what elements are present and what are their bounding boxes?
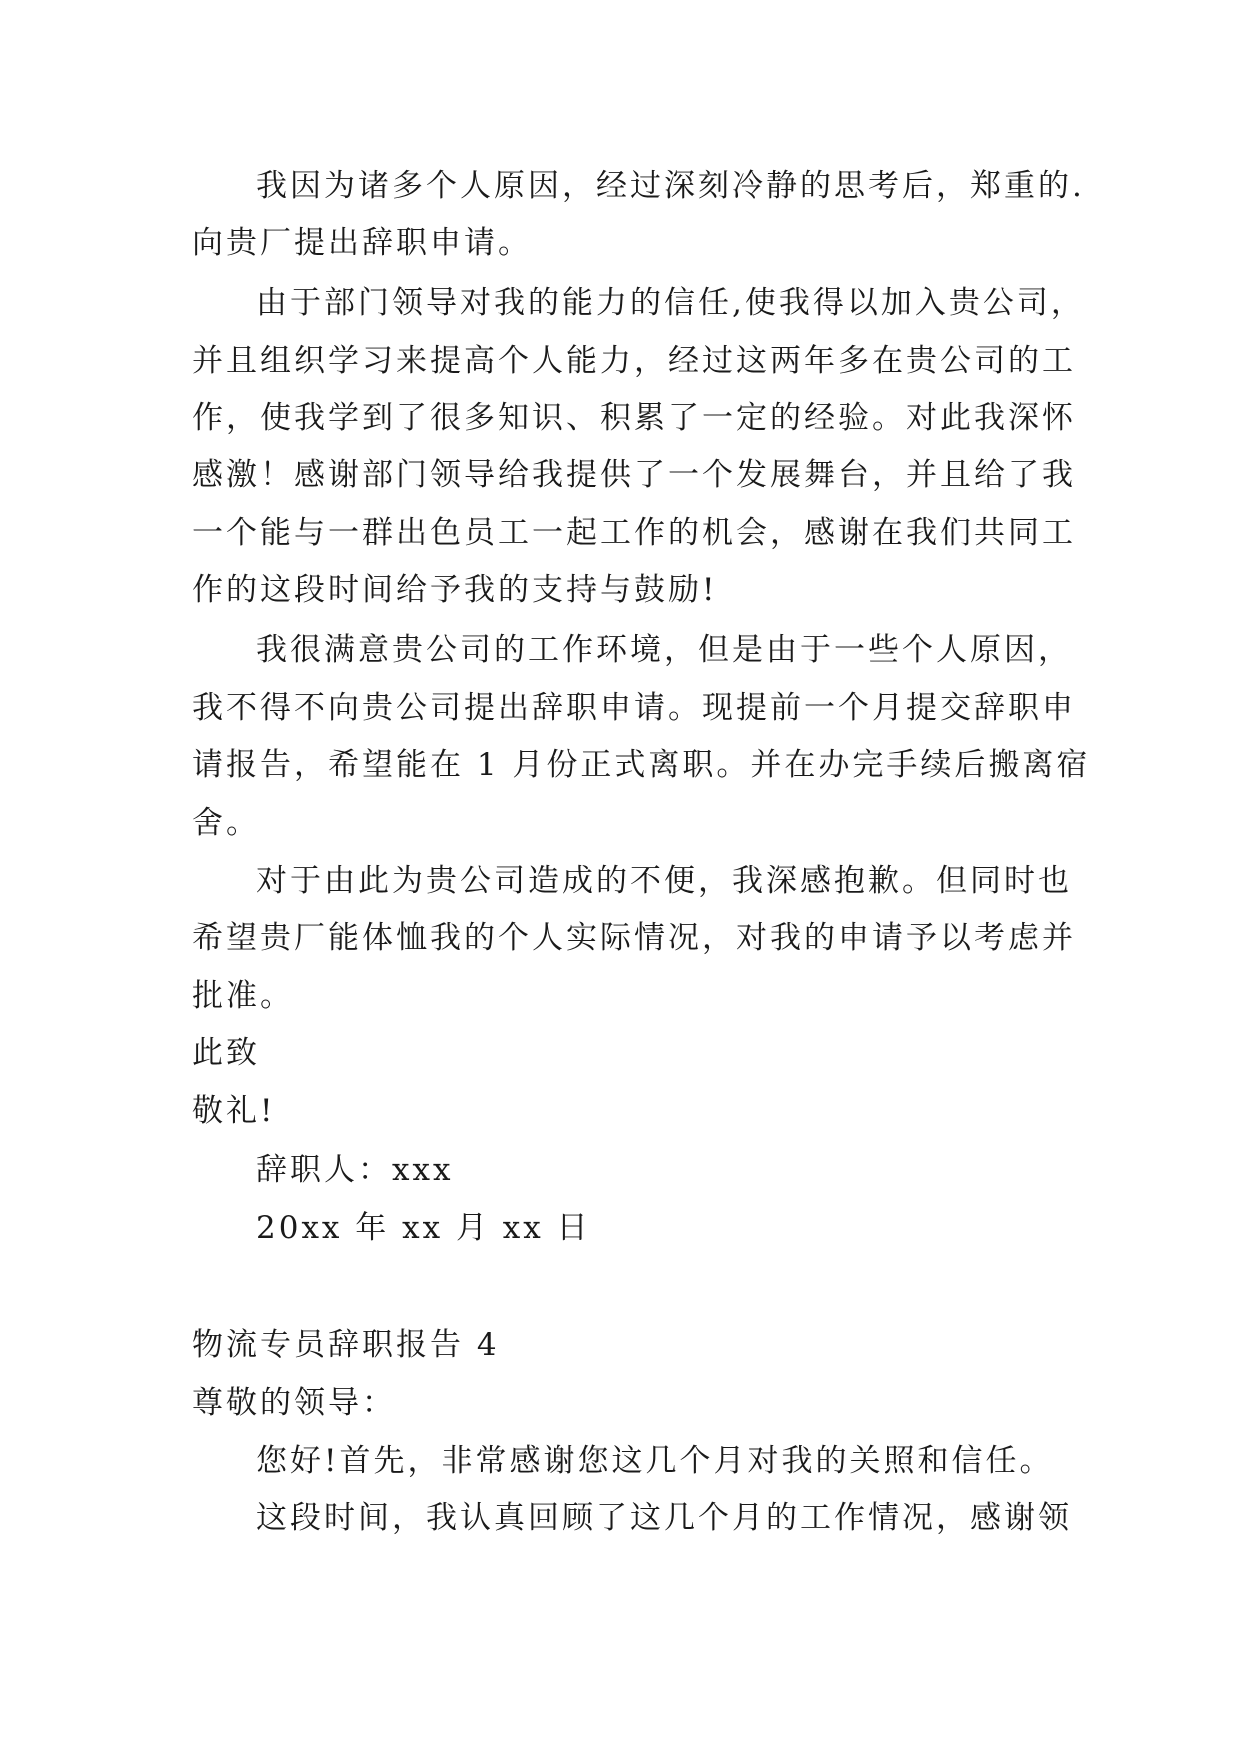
- paragraph-5-line-1: 您好!首先，非常感谢您这几个月对我的关照和信任。: [256, 1443, 1054, 1479]
- paragraph-2-line-6: 作的这段时间给予我的支持与鼓励!: [192, 572, 718, 608]
- paragraph-2-line-5: 一个能与一群出色员工一起工作的机会，感谢在我们共同工: [192, 515, 1076, 551]
- paragraph-2-line-3: 作，使我学到了很多知识、积累了一定的经验。对此我深怀: [192, 400, 1076, 436]
- paragraph-4-line-2: 希望贵厂能体恤我的个人实际情况，对我的申请予以考虑并: [192, 920, 1076, 956]
- closing-cizhi: 此致: [192, 1035, 260, 1071]
- paragraph-1-line-1: 我因为诸多个人原因，经过深刻冷静的思考后，郑重的.: [256, 168, 1085, 204]
- paragraph-1-line-2: 向贵厂提出辞职申请。: [192, 225, 532, 261]
- section-title: 物流专员辞职报告 4: [192, 1327, 500, 1363]
- signature-date: 20xx 年 xx 月 xx 日: [256, 1210, 591, 1246]
- paragraph-4-line-1: 对于由此为贵公司造成的不便，我深感抱歉。但同时也: [256, 863, 1072, 899]
- paragraph-2-line-1: 由于部门领导对我的能力的信任,使我得以加入贵公司，: [256, 285, 1085, 321]
- paragraph-3-line-2: 我不得不向贵公司提出辞职申请。现提前一个月提交辞职申: [192, 690, 1076, 726]
- paragraph-3-line-3: 请报告，希望能在 1 月份正式离职。并在办完手续后搬离宿: [192, 747, 1091, 783]
- paragraph-2-line-2: 并且组织学习来提高个人能力，经过这两年多在贵公司的工: [192, 343, 1076, 379]
- salutation: 尊敬的领导：: [192, 1385, 396, 1421]
- paragraph-3-line-4: 舍。: [192, 805, 260, 841]
- paragraph-4-line-3: 批准。: [192, 978, 294, 1014]
- closing-jingli: 敬礼!: [192, 1093, 276, 1129]
- paragraph-3-line-1: 我很满意贵公司的工作环境，但是由于一些个人原因，: [256, 632, 1072, 668]
- signature-name: 辞职人：xxx: [256, 1152, 454, 1188]
- paragraph-6-line-1: 这段时间，我认真回顾了这几个月的工作情况，感谢领: [256, 1500, 1072, 1536]
- paragraph-2-line-4: 感激！感谢部门领导给我提供了一个发展舞台，并且给了我: [192, 457, 1076, 493]
